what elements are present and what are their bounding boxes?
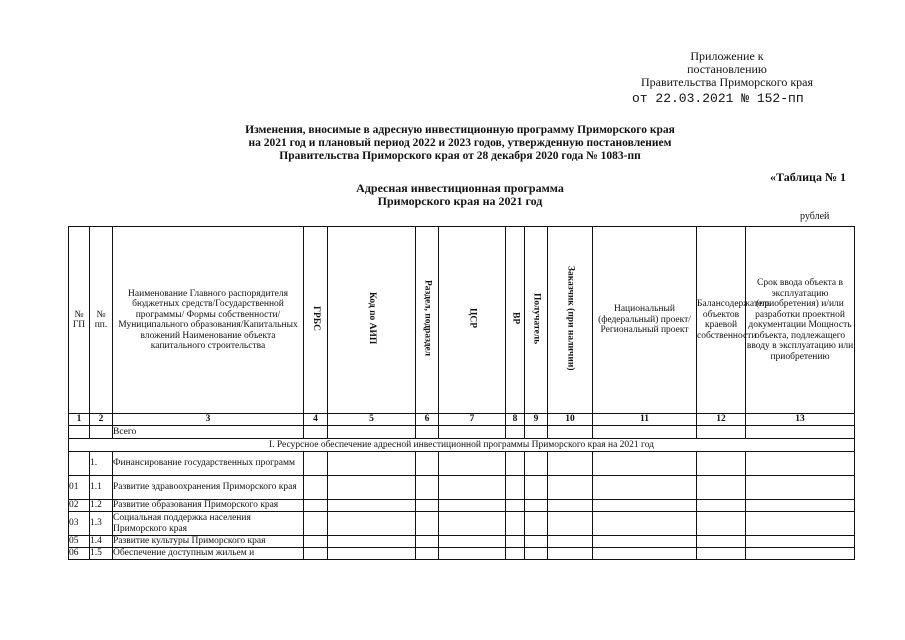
column-number: 5: [328, 414, 416, 426]
header-row: [69, 227, 855, 414]
heading-line-1: Изменения, вносимые в адресную инвестиционную программу Приморского края: [245, 124, 675, 136]
col-header-aip-code-text: Код по АИП: [366, 292, 377, 345]
heading-line-3: Правительства Приморского края от 28 декабря 2020 года № 1083-пп: [279, 150, 641, 162]
col-header-vr-text: ВР: [510, 312, 521, 325]
row-name: Развитие образования Приморского края: [113, 500, 304, 512]
column-number: 3: [113, 414, 304, 426]
column-number: 2: [90, 414, 113, 426]
table-row: [69, 476, 855, 500]
col-header-recipient: [525, 227, 548, 414]
row-name: Развитие здравоохранения Приморского края: [113, 476, 304, 500]
col-header-csr: [439, 227, 506, 414]
column-number: 11: [593, 414, 697, 426]
col-header-pp: № пп.: [90, 227, 113, 414]
appendix-line-1: Приложение к: [690, 49, 764, 63]
investment-program-table: [68, 226, 855, 560]
table-row: [69, 452, 855, 476]
column-number: 13: [746, 414, 855, 426]
row-pp: 1.2: [90, 500, 113, 512]
appendix-line-3: Правительства Приморского края: [640, 75, 814, 89]
col-header-vr: [506, 227, 525, 414]
col-header-csr-text: ЦСР: [467, 308, 478, 329]
row-gp: 05: [69, 536, 90, 548]
table-row: [69, 512, 855, 536]
column-number-row: [69, 414, 855, 426]
row-gp: 01: [69, 476, 90, 500]
table-row: [69, 500, 855, 512]
row-name: Финансирование государственных программ: [113, 452, 304, 476]
col-header-deadline: Срок ввода объекта в эксплуатацию (приобретения) и/или разработки проектной документации Мощность объекта, подлежащего вводу в эксплуатацию или приобретению: [746, 227, 855, 414]
row-pp: 1.1: [90, 476, 113, 500]
table-title: [300, 182, 620, 208]
row-gp: 03: [69, 512, 90, 536]
row-pp: 1.4: [90, 536, 113, 548]
column-number: 1: [69, 414, 90, 426]
col-header-national-project: Национальный (федеральный) проект/Региональный проект: [593, 227, 697, 414]
total-row: [69, 426, 855, 439]
column-number: 7: [439, 414, 506, 426]
col-header-section: [416, 227, 439, 414]
column-number: 10: [548, 414, 593, 426]
row-name: Развитие культуры Приморского края: [113, 536, 304, 548]
col-header-grbs-text: ГРБС: [310, 305, 321, 331]
appendix-line-2: постановлению: [687, 62, 767, 76]
heading-line-2: на 2021 год и плановый период 2022 и 2023 годов, утвержденную постановлением: [248, 137, 672, 149]
row-gp: 06: [69, 548, 90, 560]
column-number: 6: [416, 414, 439, 426]
row-pp: 1.: [90, 452, 113, 476]
col-header-customer: [548, 227, 593, 414]
table-title-line-1: Адресная инвестиционная программа: [356, 181, 564, 195]
row-gp: 02: [69, 500, 90, 512]
column-number: 12: [697, 414, 746, 426]
col-header-recipient-text: Получатель: [531, 292, 542, 344]
section-row: [69, 439, 855, 452]
row-gp: [69, 452, 90, 476]
row-name: Социальная поддержка населения Приморского края: [113, 512, 304, 536]
col-header-aip-code: [328, 227, 416, 414]
col-header-name: Наименование Главного распорядителя бюджетных средств/Государственной программы/ Формы собственности/Муниципального образования/Капитальных вложений Наименование объекта капитального строительства: [113, 227, 304, 414]
row-pp: 1.3: [90, 512, 113, 536]
column-number: 8: [506, 414, 525, 426]
col-header-balance-holder: Балансодержатель объектов краевой собственности: [697, 227, 746, 414]
units-label: рублей: [800, 211, 830, 222]
column-number: 4: [304, 414, 328, 426]
row-name: Обеспечение доступным жильем и: [113, 548, 304, 560]
col-header-grbs: [304, 227, 328, 414]
table-title-line-2: Приморского края на 2021 год: [377, 194, 543, 208]
table-row: [69, 548, 855, 560]
row-pp: 1.5: [90, 548, 113, 560]
document-heading: [180, 124, 740, 163]
col-header-gp: № ГП: [69, 227, 90, 414]
column-number: 9: [525, 414, 548, 426]
table-row: [69, 536, 855, 548]
col-header-section-text: Раздел, подраздел: [422, 280, 433, 357]
section-title: I. Ресурсное обеспечение адресной инвестиционной программы Приморского края на 2021 год: [69, 439, 855, 452]
table-number: «Таблица № 1: [770, 170, 847, 184]
appendix-date-line: от 22.03.2021 № 152-пп: [632, 91, 804, 106]
appendix-block: [622, 50, 832, 105]
total-label: Всего: [113, 426, 304, 439]
col-header-customer-text: Заказчик (при наличии): [565, 266, 576, 371]
